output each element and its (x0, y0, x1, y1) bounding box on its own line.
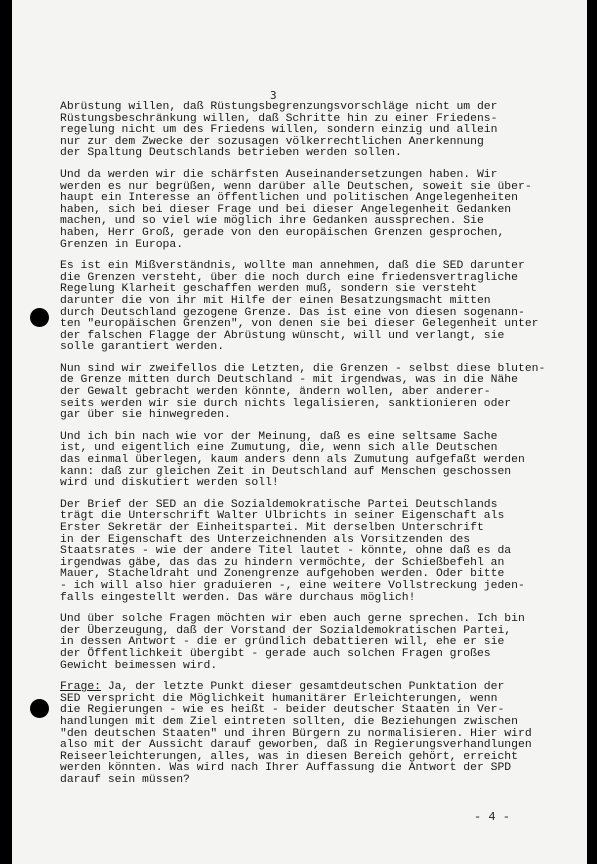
text-line: Grenzen in Europa. (60, 238, 184, 251)
text-line: haupt ein Interesse an öffentlichen und politischen Angelegenheiten (60, 192, 518, 205)
question-line: darauf sein müssen? (60, 773, 190, 786)
text-line: das einmal überlegen, kaum anders denn als Zumutung aufgefaßt werden (60, 454, 525, 467)
text-line: der Gewalt gebracht werden könnte, ändern wollen, aber anderer- (60, 386, 491, 399)
text-line: durch Deutschland gezogene Grenze. Das ist eine von diesen sogenann- (60, 306, 525, 319)
question-first-line: Ja, der letzte Punkt dieser gesamtdeutschen Punktation der (101, 681, 505, 694)
text-line: in der Eigenschaft des Unterzeichnenden als Vorsitzenden des (60, 533, 471, 546)
text-line: ten "europäischen Grenzen", von denen sie bei dieser Gelegenheit unter (60, 318, 539, 331)
text-line: de Grenze mitten durch Deutschland - mit irgendwas, was in die Nähe (60, 374, 518, 387)
text-line: darunter die von ihr mit Hilfe der einen Besatzungsmacht mitten (60, 294, 491, 307)
text-line: solle garantiert werden. (60, 341, 225, 354)
question-line: SED verspricht die Möglichkeit humanitärer Erleichterungen, wenn (60, 692, 498, 705)
text-line: wird und diskutiert werden soll! (60, 477, 279, 490)
text-line: der falschen Flagge der Abrüstung wünscht, will und verlangt, sie (60, 329, 505, 342)
text-line: - ich will also hier graduieren -, eine weitere Vollstreckung jeden- (60, 579, 525, 592)
text-line: regelung nicht um des Friedens willen, sondern einzig und allein (60, 124, 498, 137)
text-line: machen, und so viel wie möglich ihre Gedanken aussprechen. Sie (60, 215, 484, 228)
text-line: werden es nur begrüßen, wenn darüber alle Deutschen, soweit sie über- (60, 180, 532, 193)
question-line: handlungen mit dem Ziel eintreten sollten, die Beziehungen zwischen (60, 715, 518, 728)
text-line: Mauer, Stacheldraht und Zonengrenze aufgehoben werden. Oder bitte (60, 568, 505, 581)
question-line: also mit der Aussicht darauf geworben, daß in Regierungsverhandlungen (60, 739, 532, 752)
text-line: in dessen Antwort - die er gründlich debattieren will, ehe er sie (60, 636, 505, 649)
paragraph (60, 432, 560, 490)
paragraph (60, 500, 560, 604)
paragraph (60, 102, 560, 160)
text-line: Rüstungsbeschränkung willen, daß Schritte hin zu einer Friedens- (60, 112, 498, 125)
text-line: der Überzeugung, daß der Vorstand der Sozialdemokratischen Partei, (60, 624, 512, 637)
document-page (12, 0, 587, 864)
punch-hole-bottom (30, 699, 49, 718)
paragraph (60, 261, 560, 354)
text-line: kann: daß zur gleichen Zeit in Deutschland auf Menschen geschossen (60, 465, 512, 478)
text-line: haben, sich bei dieser Frage und bei dieser Angelegenheit Gedanken (60, 203, 512, 216)
text-line: falls eingestellt werden. Das wäre durchaus möglich! (60, 591, 416, 604)
punch-hole-top (30, 308, 49, 327)
text-line: Und über solche Fragen möchten wir eben auch gerne sprechen. Ich bin (60, 613, 525, 626)
paragraph (60, 614, 560, 672)
text-line: Der Brief der SED an die Sozialdemokratische Partei Deutschlands (60, 498, 498, 511)
question-label: Frage: (60, 681, 102, 694)
question-line: "den deutschen Staaten" und ihren Bürgern zu normalisieren. Hier wird (60, 727, 532, 740)
text-line: gar über sie hinwegreden. (60, 409, 231, 422)
text-line: Und da werden wir die schärfsten Auseinandersetzungen haben. Wir (60, 168, 498, 181)
paragraph (60, 364, 560, 422)
text-line: Und ich bin nach wie vor der Meinung, daß es eine seltsame Sache (60, 430, 498, 443)
text-line: der Öffentlichkeit übergibt - gerade auch solchen Fragen großes (60, 647, 491, 660)
text-line: Regelung Klarheit geschaffen werden muß, sondern sie versteht (60, 283, 477, 296)
text-line: Nun sind wir zweifellos die Letzten, die Grenzen - selbst diese bluten- (60, 362, 546, 375)
page-number-top: 3 (270, 89, 277, 102)
text-line: Abrüstung willen, daß Rüstungsbegrenzungsvorschläge nicht um der (60, 101, 498, 113)
text-line: die Grenzen versteht, über die noch durch eine friedensvertragliche (60, 271, 518, 284)
text-line: Erster Sekretär der Einheitspartei. Mit derselben Unterschrift (60, 522, 484, 534)
text-line: seits werden wir sie durch nichts legalisieren, sanktionieren oder (60, 397, 512, 410)
question-block (60, 682, 560, 694)
question-line: die Regierungen - wie es heißt - beider deutscher Staaten in Ver- (60, 704, 505, 717)
text-line: haben, Herr Groß, gerade von den europäischen Grenzen gesprochen, (60, 226, 505, 239)
text-line: ist, und eigentlich eine Zumutung, die, wenn sich alle Deutschen (60, 442, 498, 455)
text-line: irgendwas gäbe, das das zu hindern vermöchte, der Schießbefehl an (60, 556, 505, 569)
text-line: nur zur dem Zwecke der sozusagen völkerrechtlichen Anerkennung (60, 135, 484, 148)
text-line: Staatsrates - wie der andere Titel lautet - könnte, ohne daß es da (60, 545, 512, 558)
text-line: der Spaltung Deutschlands betrieben werden sollen. (60, 147, 402, 160)
text-line: trägt die Unterschrift Walter Ulbrichts in seiner Eigenschaft als (60, 510, 505, 523)
body-text (60, 102, 560, 786)
text-line: Es ist ein Mißverständnis, wollte man annehmen, daß die SED darunter (60, 260, 525, 273)
page-number-footer: - 4 - (474, 810, 511, 824)
paragraph (60, 170, 560, 251)
question-line: Reiseerleichterungen, alles, was in diesen Bereich gehört, erreicht (60, 750, 518, 763)
text-line: Gewicht beimessen wird. (60, 659, 218, 672)
question-line: werden könnten. Was wird nach Ihrer Auffassung die Antwort der SPD (60, 762, 512, 775)
